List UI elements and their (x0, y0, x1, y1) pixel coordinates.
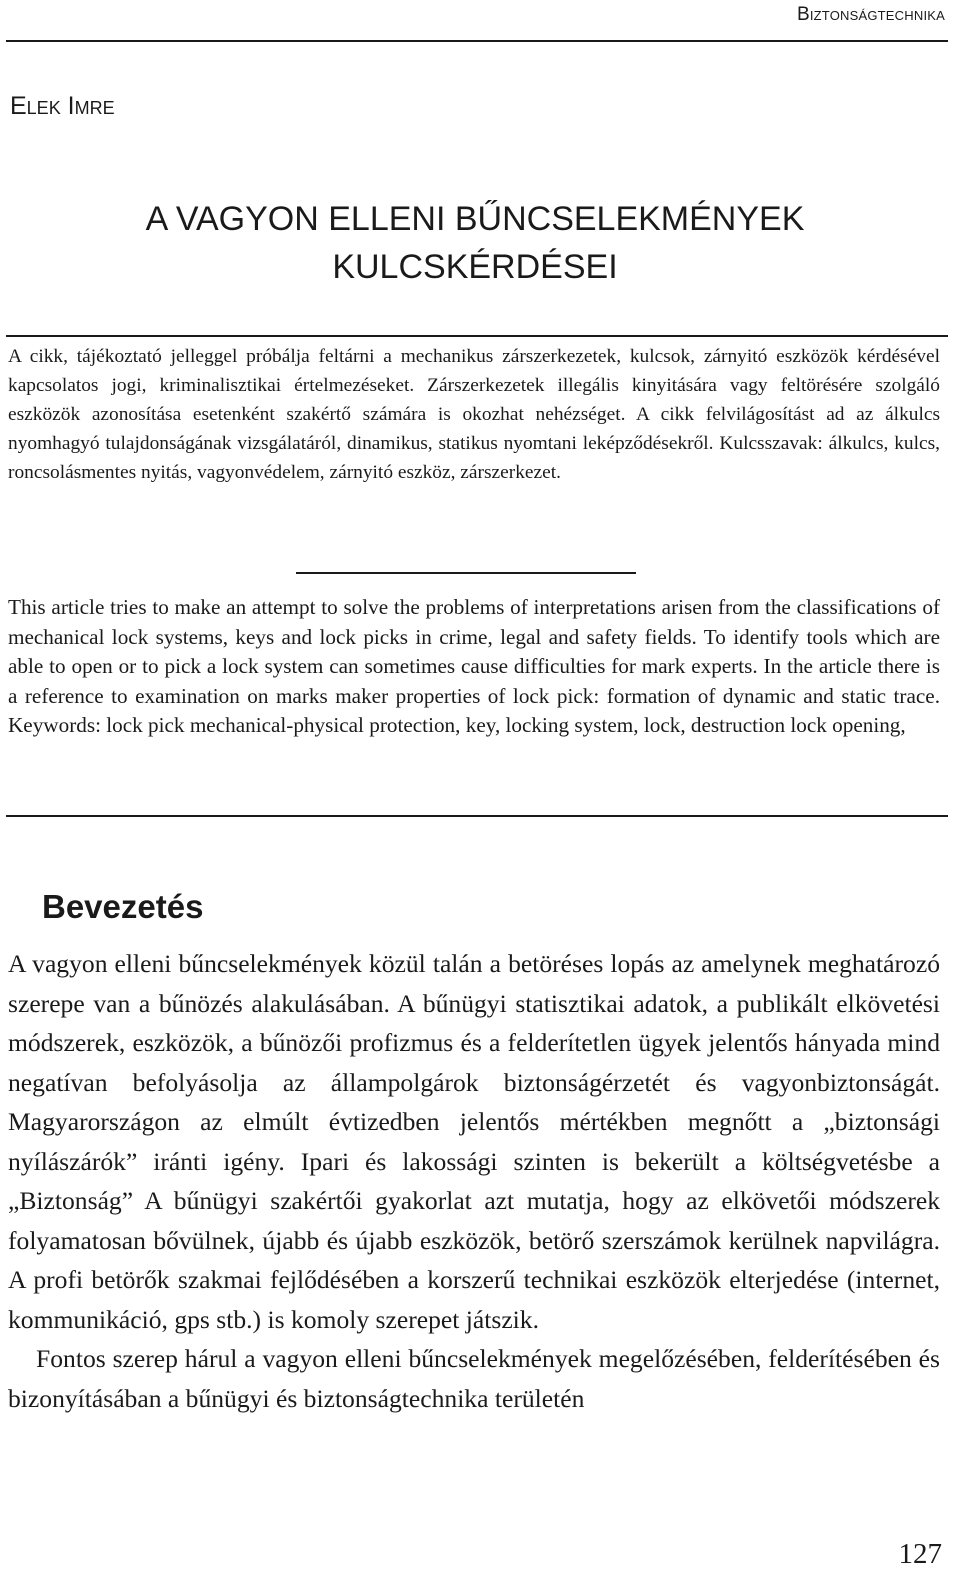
abstract-separator (296, 572, 636, 574)
page-number: 127 (898, 1538, 942, 1570)
author-name: Elek Imre (10, 92, 115, 120)
article-title (0, 195, 950, 291)
title-rule (6, 335, 948, 337)
body-paragraph: A vagyon elleni bűncselekmények közül talán a betöréses lopás az amelynek meghatározó szerepe van a bűnözés alakulásában. A bűnügyi statisztikai adatok, a publikált elkövetési módszerek, eszközök, a bűnözői profizmus és a felderítetlen ügyek jelentős hányada mind negatívan befolyásolja az állampolgárok biztonságérzetét és vagyonbiztonságát. Magyarországon az elmúlt évtizedben jelentős mértékben megnőtt a „biztonsági nyílászárók” iránti igény. Ipari és lakossági szinten is bekerült a költségvetésbe a „Biztonság” A bűnügyi szakértői gyakorlat azt mutatja, hogy az elkövetői módszerek folyamatosan bővülnek, újabb és újabb eszközök, betörő szerszámok kerülnek napvilágra. A profi betörők szakmai fejlődésében a korszerű technikai eszközök elterjedése (internet, kommunikáció, gps stb.) is komoly szerepet játszik. (8, 949, 940, 1334)
running-header: Biztonságtechnika (796, 4, 945, 25)
section-heading: Bevezetés (42, 888, 204, 925)
abstract-end-rule (6, 815, 948, 817)
article-title-line-1: A VAGYON ELLENI BŰNCSELEKMÉNYEK (145, 200, 805, 238)
body-paragraph: Fontos szerep hárul a vagyon elleni bűncselekmények megelőzésében, felderítésében és bizonyításában a bűnügyi és biztonságtechnika területén (8, 1344, 940, 1413)
abstract-hungarian: A cikk, tájékoztató jelleggel próbálja feltárni a mechanikus zárszerkezetek, kulcsok, zárnyitó eszközök kérdésével kapcsolatos jogi, kriminalisztikai értelmezéseket. Zárszerkezetek illegális kinyitására vagy feltörésére szolgáló eszközök azonosítása esetenként szakértő számára is okozhat nehézséget. A cikk felvilágosítást ad az álkulcs nyomhagyó tulajdonságának vizsgálatáról, dinamikus, statikus nyomtani leképződésekről. Kulcsszavak: álkulcs, kulcs, roncsolásmentes nyitás, vagyonvédelem, zárnyitó eszköz, zárszerkezet. (8, 346, 940, 483)
header-rule (6, 40, 948, 42)
body-text (8, 944, 940, 1418)
abstract-english: This article tries to make an attempt to solve the problems of interpretations arisen from the classifications of mechanical lock systems, keys and lock picks in crime, legal and safety fields. To identify tools which are able to open or to pick a lock system can sometimes cause difficulties for mark experts. In the article there is a reference to examination on marks maker properties of lock pick: formation of dynamic and static trace. Keywords: lock pick mechanical-physical protection, key, locking system, lock, destruction lock opening, (8, 595, 940, 737)
article-title-line-2: KULCSKÉRDÉSEI (332, 248, 618, 286)
